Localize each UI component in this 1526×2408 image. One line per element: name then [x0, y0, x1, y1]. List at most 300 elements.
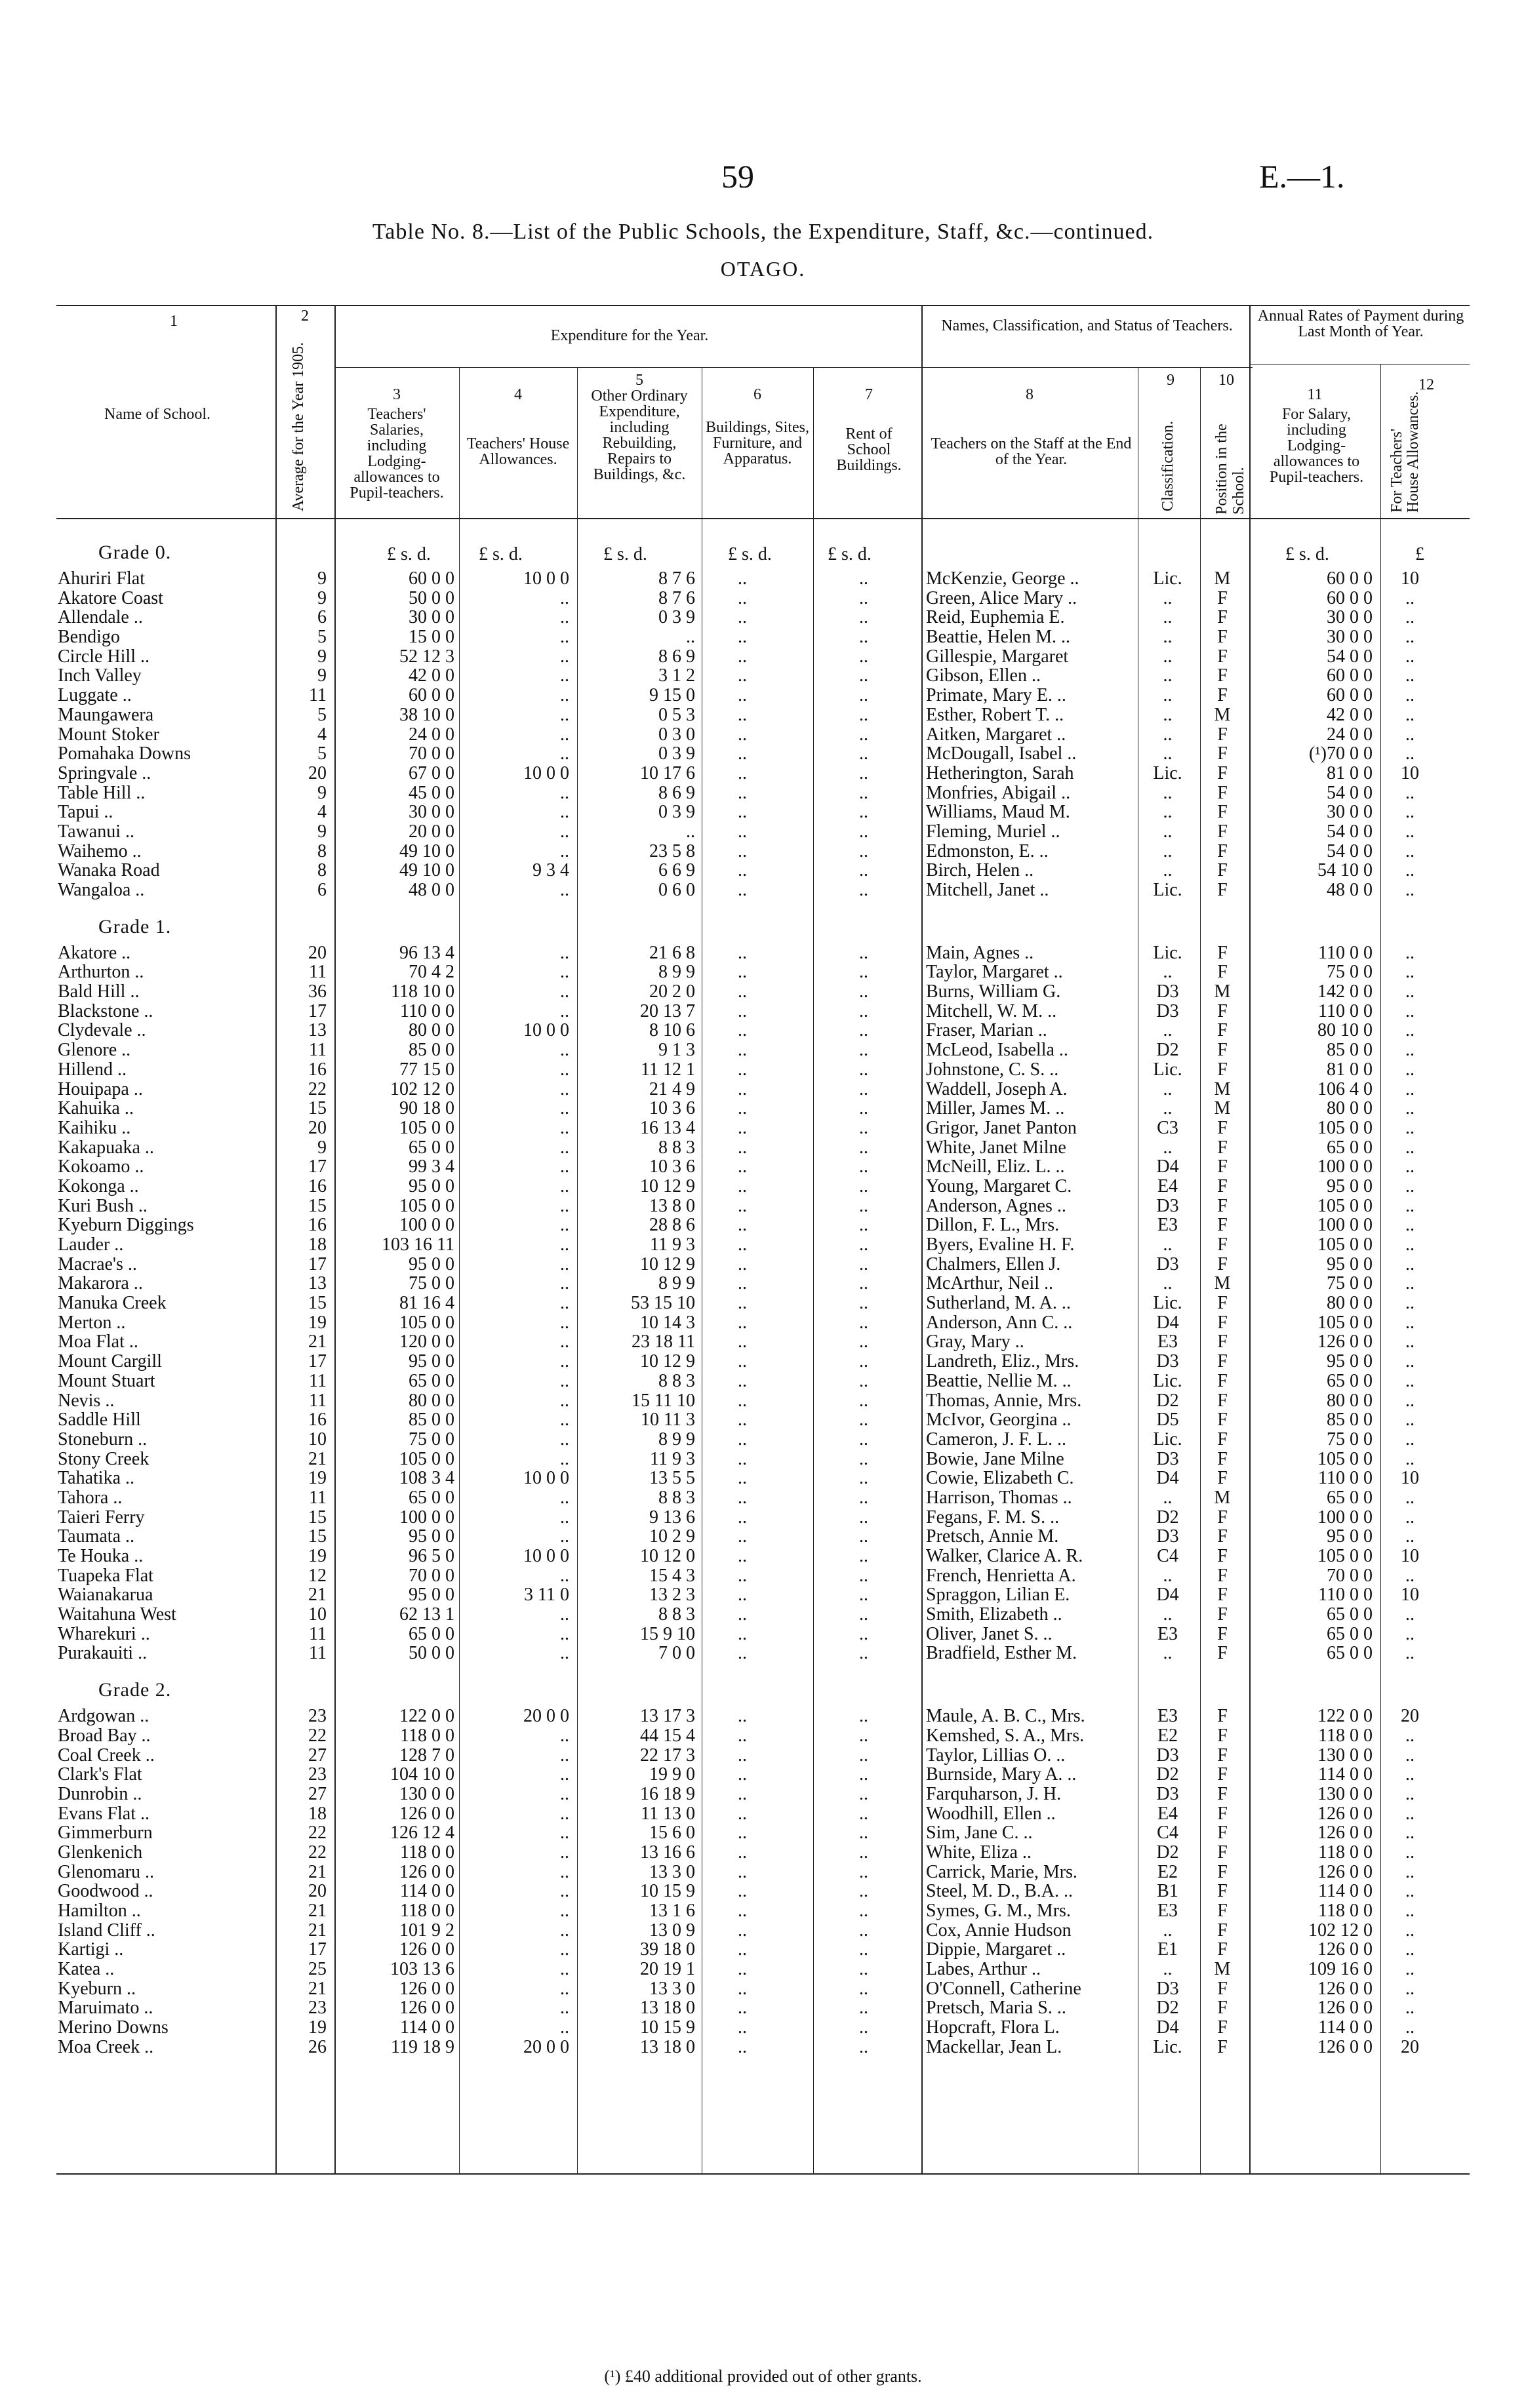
buildings-expenditure: .. — [738, 1725, 747, 1746]
buildings-expenditure: .. — [738, 782, 747, 803]
classification: D3 — [1156, 1745, 1179, 1766]
teachers-salaries: 95 0 0 — [409, 1175, 454, 1196]
house-allowance-rate: .. — [1405, 1410, 1415, 1431]
other-expenditure: 11 9 3 — [650, 1448, 695, 1469]
average-attendance: 9 — [317, 821, 327, 842]
house-allowances: .. — [560, 981, 569, 1002]
classification: D4 — [1156, 1468, 1179, 1489]
position: M — [1214, 1273, 1231, 1294]
rent: .. — [859, 762, 868, 783]
buildings-expenditure: .. — [738, 1706, 747, 1727]
teacher-name: Reid, Euphemia E. — [926, 607, 1065, 628]
house-allowance-rate: .. — [1405, 1370, 1415, 1391]
average-attendance: 6 — [317, 880, 327, 900]
house-allowances: .. — [560, 1370, 569, 1391]
school-name: Wanaka Road — [58, 860, 160, 881]
teacher-name: Mitchell, Janet .. — [926, 880, 1049, 900]
average-attendance: 17 — [308, 1939, 327, 1960]
house-allowance-rate: .. — [1405, 981, 1415, 1002]
house-allowances: .. — [560, 942, 569, 963]
classification: .. — [1163, 685, 1173, 706]
average-attendance: 18 — [308, 1803, 327, 1824]
position: F — [1217, 607, 1228, 628]
classification: .. — [1163, 1078, 1173, 1099]
teacher-name: Oliver, Janet S. .. — [926, 1623, 1053, 1644]
house-allowances: .. — [560, 1978, 569, 1999]
teachers-salaries: 48 0 0 — [409, 880, 454, 900]
teacher-name: Young, Margaret C. — [926, 1175, 1072, 1196]
classification: .. — [1163, 704, 1173, 725]
house-allowances: .. — [560, 2017, 569, 2038]
position: F — [1217, 1901, 1228, 1921]
classification: Lic. — [1153, 762, 1182, 783]
teachers-salaries: 60 0 0 — [409, 685, 454, 706]
section-code: E.—1. — [1259, 158, 1345, 195]
house-allowance-rate: .. — [1405, 1332, 1415, 1352]
currency-units: £ s. d. — [603, 544, 647, 564]
other-expenditure: 16 13 4 — [640, 1117, 695, 1138]
classification: D4 — [1156, 2017, 1179, 2038]
house-allowances: .. — [560, 1273, 569, 1294]
rent: .. — [859, 802, 868, 823]
teachers-salaries: 52 12 3 — [399, 646, 454, 667]
classification: .. — [1163, 1234, 1173, 1255]
teacher-name: Birch, Helen .. — [926, 860, 1034, 881]
classification: .. — [1163, 782, 1173, 803]
house-allowances: .. — [560, 802, 569, 823]
teachers-salaries: 30 0 0 — [409, 607, 454, 628]
classification: E1 — [1157, 1939, 1178, 1960]
other-expenditure: 13 1 6 — [649, 1901, 695, 1921]
buildings-expenditure: .. — [738, 704, 747, 725]
table-row — [0, 764, 1526, 783]
house-allowance-rate: .. — [1405, 1842, 1415, 1863]
school-name: Mount Stoker — [58, 724, 159, 745]
other-expenditure: 21 6 8 — [649, 942, 695, 963]
salary-rate: 126 0 0 — [1317, 1998, 1373, 2019]
buildings-expenditure: .. — [738, 1842, 747, 1863]
position: F — [1217, 802, 1228, 823]
teacher-name: Farquharson, J. H. — [926, 1783, 1062, 1804]
school-name: Clark's Flat — [58, 1764, 142, 1785]
table-row — [0, 666, 1526, 686]
house-allowance-rate: .. — [1405, 1526, 1415, 1547]
teacher-name: Main, Agnes .. — [926, 942, 1034, 963]
classification: E3 — [1157, 1623, 1178, 1644]
other-expenditure: 8 6 9 — [658, 646, 695, 667]
school-name: Glenomaru .. — [58, 1861, 154, 1882]
school-name: Purakauiti .. — [58, 1643, 148, 1664]
rent: .. — [859, 1273, 868, 1294]
salary-rate: 70 0 0 — [1327, 1565, 1373, 1586]
house-allowance-rate: .. — [1405, 1939, 1415, 1960]
average-attendance: 16 — [308, 1059, 327, 1080]
table-row — [0, 1255, 1526, 1274]
buildings-expenditure: .. — [738, 1117, 747, 1138]
school-name: Stoneburn .. — [58, 1429, 148, 1450]
other-expenditure: 10 15 9 — [640, 2017, 695, 2038]
house-allowance-rate: .. — [1405, 1390, 1415, 1411]
salary-rate: 100 0 0 — [1317, 1507, 1373, 1528]
teacher-name: Sutherland, M. A. .. — [926, 1293, 1071, 1314]
rent: .. — [859, 1725, 868, 1746]
house-allowances: .. — [560, 1920, 569, 1941]
salary-rate: 100 0 0 — [1317, 1156, 1373, 1177]
salary-rate: 75 0 0 — [1327, 1429, 1373, 1450]
other-expenditure: 11 9 3 — [650, 1234, 695, 1255]
house-allowances: .. — [560, 627, 569, 648]
house-allowance-rate: 10 — [1401, 1468, 1419, 1489]
average-attendance: 12 — [308, 1565, 327, 1586]
other-expenditure: 8 9 9 — [658, 1273, 695, 1294]
buildings-expenditure: .. — [738, 1000, 747, 1021]
table-row — [0, 1215, 1526, 1235]
house-allowances: 20 0 0 — [523, 1706, 569, 1727]
position: F — [1217, 1585, 1228, 1606]
other-expenditure: .. — [686, 821, 695, 842]
salary-rate: 48 0 0 — [1327, 880, 1373, 900]
average-attendance: 16 — [308, 1410, 327, 1431]
header-top-rule — [56, 305, 1470, 306]
table-row — [0, 686, 1526, 705]
teachers-salaries: 90 18 0 — [399, 1098, 454, 1119]
position: F — [1217, 1059, 1228, 1080]
teachers-salaries: 118 0 0 — [400, 1901, 454, 1921]
buildings-expenditure: .. — [738, 1215, 747, 1236]
salary-rate: 126 0 0 — [1317, 1823, 1373, 1844]
teacher-name: Harrison, Thomas .. — [926, 1487, 1072, 1508]
salary-rate: 110 0 0 — [1318, 1585, 1373, 1606]
buildings-expenditure: .. — [738, 1059, 747, 1080]
col8-number: 8 — [1026, 386, 1034, 403]
school-name: Kahuika .. — [58, 1098, 134, 1119]
classification: .. — [1163, 724, 1173, 745]
classification: .. — [1163, 743, 1173, 764]
table-row — [0, 1707, 1526, 1726]
average-attendance: 15 — [308, 1526, 327, 1547]
salary-rate: 54 0 0 — [1327, 646, 1373, 667]
position: F — [1217, 1020, 1228, 1041]
house-allowance-rate: .. — [1405, 1078, 1415, 1099]
position: F — [1217, 1803, 1228, 1824]
classification: .. — [1163, 1604, 1173, 1625]
average-attendance: 15 — [308, 1098, 327, 1119]
position: F — [1217, 1978, 1228, 1999]
classification: C4 — [1157, 1546, 1178, 1566]
house-allowance-rate: .. — [1405, 1000, 1415, 1021]
house-allowance-rate: 10 — [1401, 568, 1419, 589]
salary-rate: 126 0 0 — [1317, 1803, 1373, 1824]
other-expenditure: 23 18 11 — [632, 1332, 695, 1352]
classification: D2 — [1156, 1842, 1179, 1863]
average-attendance: 13 — [308, 1020, 327, 1041]
school-name: Gimmerburn — [58, 1823, 153, 1844]
table-row — [0, 1726, 1526, 1746]
table-row — [0, 783, 1526, 803]
col3-number: 3 — [393, 386, 401, 403]
house-allowances: .. — [560, 1861, 569, 1882]
rent: .. — [859, 1040, 868, 1061]
rent: .. — [859, 704, 868, 725]
classification: E2 — [1157, 1725, 1178, 1746]
house-allowance-rate: .. — [1405, 743, 1415, 764]
table-row — [0, 1372, 1526, 1391]
table-row — [0, 1804, 1526, 1824]
teachers-salaries: 15 0 0 — [409, 627, 454, 648]
teachers-salaries: 80 0 0 — [409, 1390, 454, 1411]
salary-rate: 65 0 0 — [1327, 1623, 1373, 1644]
house-allowances: .. — [560, 1351, 569, 1372]
rent: .. — [859, 1020, 868, 1041]
rent: .. — [859, 1823, 868, 1844]
other-expenditure: 19 9 0 — [649, 1764, 695, 1785]
classification: .. — [1163, 646, 1173, 667]
other-expenditure: 20 2 0 — [649, 981, 695, 1002]
rent: .. — [859, 627, 868, 648]
buildings-expenditure: .. — [738, 1881, 747, 1902]
position: F — [1217, 1842, 1228, 1863]
salary-rate: 75 0 0 — [1327, 1273, 1373, 1294]
position: F — [1217, 1175, 1228, 1196]
average-attendance: 15 — [308, 1507, 327, 1528]
col10-header: Position in the School. — [1213, 424, 1247, 515]
average-attendance: 16 — [308, 1175, 327, 1196]
buildings-expenditure: .. — [738, 1098, 747, 1119]
classification: D3 — [1156, 1000, 1179, 1021]
position: F — [1217, 1253, 1228, 1274]
position: F — [1217, 1823, 1228, 1844]
other-expenditure: 0 3 9 — [658, 802, 695, 823]
footnote: (¹) £40 additional provided out of other grants. — [604, 2367, 922, 2386]
house-allowances: .. — [560, 1429, 569, 1450]
classification: Lic. — [1153, 1429, 1182, 1450]
teacher-name: Fleming, Muriel .. — [926, 821, 1060, 842]
teacher-name: Burns, William G. — [926, 981, 1061, 1002]
teacher-name: Beattie, Helen M. .. — [926, 627, 1071, 648]
rent: .. — [859, 1526, 868, 1547]
classification: D4 — [1156, 1156, 1179, 1177]
teachers-salaries: 126 0 0 — [399, 1978, 454, 1999]
salary-rate: 142 0 0 — [1317, 981, 1373, 1002]
classification: E3 — [1157, 1901, 1178, 1921]
other-expenditure: 20 13 7 — [640, 1000, 695, 1021]
position: F — [1217, 1881, 1228, 1902]
rent: .. — [859, 1390, 868, 1411]
buildings-expenditure: .. — [738, 646, 747, 667]
rent: .. — [859, 1215, 868, 1236]
school-name: Wangaloa .. — [58, 880, 145, 900]
currency-units: £ s. d. — [828, 544, 872, 564]
house-allowances: 10 0 0 — [523, 568, 569, 589]
classification: E3 — [1157, 1215, 1178, 1236]
teachers-salaries: 65 0 0 — [409, 1137, 454, 1158]
other-expenditure: 9 15 0 — [649, 685, 695, 706]
other-expenditure: 8 10 6 — [649, 1020, 695, 1041]
teacher-name: White, Janet Milne — [926, 1137, 1066, 1158]
teacher-name: Hetherington, Sarah — [926, 762, 1074, 783]
other-expenditure: 21 4 9 — [649, 1078, 695, 1099]
teacher-name: Walker, Clarice A. R. — [926, 1546, 1083, 1566]
salary-rate: 24 0 0 — [1327, 724, 1373, 745]
house-allowance-rate: .. — [1405, 627, 1415, 648]
salary-rate: 106 4 0 — [1317, 1078, 1373, 1099]
currency-units: £ s. d. — [728, 544, 772, 564]
other-expenditure: 10 14 3 — [640, 1312, 695, 1333]
house-allowances: .. — [560, 880, 569, 900]
average-attendance: 9 — [317, 1137, 327, 1158]
table-row — [0, 1746, 1526, 1766]
buildings-expenditure: .. — [738, 1332, 747, 1352]
school-name: Waihemo .. — [58, 840, 142, 861]
teacher-name: Fraser, Marian .. — [926, 1020, 1047, 1041]
school-name: Mount Cargill — [58, 1351, 162, 1372]
house-allowances: .. — [560, 1156, 569, 1177]
average-attendance: 9 — [317, 568, 327, 589]
teacher-name: Sim, Jane C. .. — [926, 1823, 1033, 1844]
buildings-expenditure: .. — [738, 1585, 747, 1606]
classification: Lic. — [1153, 880, 1182, 900]
house-allowances: 10 0 0 — [523, 1020, 569, 1041]
buildings-expenditure: .. — [738, 1939, 747, 1960]
rent: .. — [859, 1604, 868, 1625]
house-allowances: .. — [560, 1078, 569, 1099]
expenditure-rule — [334, 367, 925, 368]
rent: .. — [859, 1098, 868, 1119]
teachers-salaries: 75 0 0 — [409, 1429, 454, 1450]
other-expenditure: 8 9 9 — [658, 1429, 695, 1450]
school-name: Kyeburn .. — [58, 1978, 136, 1999]
position: M — [1214, 1959, 1231, 1980]
average-attendance: 10 — [308, 1429, 327, 1450]
school-name: Pomahaka Downs — [58, 743, 191, 764]
teacher-name: Taylor, Margaret .. — [926, 962, 1063, 983]
teachers-salaries: 77 15 0 — [399, 1059, 454, 1080]
position: F — [1217, 1332, 1228, 1352]
teachers-salaries: 108 3 4 — [399, 1468, 454, 1489]
average-attendance: 5 — [317, 743, 327, 764]
average-attendance: 22 — [308, 1842, 327, 1863]
classification: .. — [1163, 1565, 1173, 1586]
table-row — [0, 1469, 1526, 1488]
position: F — [1217, 1234, 1228, 1255]
other-expenditure: 8 8 3 — [658, 1370, 695, 1391]
house-allowance-rate: .. — [1405, 1293, 1415, 1314]
position: F — [1217, 1725, 1228, 1746]
average-attendance: 27 — [308, 1745, 327, 1766]
house-allowance-rate: .. — [1405, 1195, 1415, 1216]
average-attendance: 21 — [308, 1332, 327, 1352]
house-allowances: .. — [560, 962, 569, 983]
house-allowances: .. — [560, 1901, 569, 1921]
teacher-name: Maule, A. B. C., Mrs. — [926, 1706, 1085, 1727]
house-allowance-rate: .. — [1405, 704, 1415, 725]
col12-number: 12 — [1418, 376, 1434, 393]
position: F — [1217, 1643, 1228, 1664]
rent: .. — [859, 724, 868, 745]
buildings-expenditure: .. — [738, 1351, 747, 1372]
salary-rate: 126 0 0 — [1317, 2036, 1373, 2057]
teachers-salaries: 50 0 0 — [409, 1643, 454, 1664]
rent: .. — [859, 840, 868, 861]
rent: .. — [859, 1565, 868, 1586]
house-allowances: .. — [560, 1881, 569, 1902]
teacher-name: Monfries, Abigail .. — [926, 782, 1071, 803]
buildings-expenditure: .. — [738, 1312, 747, 1333]
average-attendance: 18 — [308, 1234, 327, 1255]
rent: .. — [859, 1078, 868, 1099]
table-row — [0, 1785, 1526, 1804]
salary-rate: 95 0 0 — [1327, 1175, 1373, 1196]
other-expenditure: 13 18 0 — [640, 1998, 695, 2019]
table-title: Table No. 8.—List of the Public Schools, the Expenditure, Staff, &c.—continued. — [372, 220, 1154, 244]
position: F — [1217, 1117, 1228, 1138]
other-expenditure: 10 12 9 — [640, 1253, 695, 1274]
teacher-name: Woodhill, Ellen .. — [926, 1803, 1056, 1824]
teachers-salaries: 70 4 2 — [409, 962, 454, 983]
position: F — [1217, 1410, 1228, 1431]
other-expenditure: 0 5 3 — [658, 704, 695, 725]
teachers-salaries: 102 12 0 — [390, 1078, 454, 1099]
teachers-salaries: 95 0 0 — [409, 1526, 454, 1547]
position: F — [1217, 2036, 1228, 2057]
position: F — [1217, 962, 1228, 983]
classification: D2 — [1156, 1390, 1179, 1411]
teacher-name: Gillespie, Margaret — [926, 646, 1069, 667]
average-attendance: 11 — [309, 1040, 327, 1061]
school-name: Mount Stuart — [58, 1370, 155, 1391]
house-allowances: .. — [560, 1253, 569, 1274]
average-attendance: 11 — [309, 685, 327, 706]
school-name: Broad Bay .. — [58, 1725, 151, 1746]
position: F — [1217, 1156, 1228, 1177]
house-allowances: .. — [560, 1312, 569, 1333]
salary-rate: 105 0 0 — [1317, 1117, 1373, 1138]
position: F — [1217, 782, 1228, 803]
col5-header: Other Ordinary Expenditure, including Rebuilding, Repairs to Buildings, &c. — [591, 387, 688, 483]
house-allowance-rate: 20 — [1401, 1706, 1419, 1727]
buildings-expenditure: .. — [738, 802, 747, 823]
school-name: Merton .. — [58, 1312, 126, 1333]
average-attendance: 21 — [308, 1861, 327, 1882]
buildings-expenditure: .. — [738, 1565, 747, 1586]
average-attendance: 11 — [309, 1370, 327, 1391]
salary-rate: 122 0 0 — [1317, 1706, 1373, 1727]
other-expenditure: 10 3 6 — [649, 1156, 695, 1177]
other-expenditure: 10 12 9 — [640, 1175, 695, 1196]
average-attendance: 11 — [309, 962, 327, 983]
teacher-name: Byers, Evaline H. F. — [926, 1234, 1075, 1255]
house-allowances: .. — [560, 1783, 569, 1804]
teachers-salaries: 122 0 0 — [399, 1706, 454, 1727]
other-expenditure: 10 2 9 — [649, 1526, 695, 1547]
other-expenditure: 15 11 10 — [632, 1390, 695, 1411]
classification: .. — [1163, 821, 1173, 842]
position: M — [1214, 1078, 1231, 1099]
school-name: Bendigo — [58, 627, 120, 648]
salary-rate: 54 0 0 — [1327, 821, 1373, 842]
house-allowance-rate: .. — [1405, 782, 1415, 803]
rent: .. — [859, 1370, 868, 1391]
teacher-name: Beattie, Nellie M. .. — [926, 1370, 1072, 1391]
position: F — [1217, 685, 1228, 706]
table-row — [0, 861, 1526, 880]
school-name: Dunrobin .. — [58, 1783, 142, 1804]
buildings-expenditure: .. — [738, 821, 747, 842]
table-row — [0, 1118, 1526, 1138]
rent: .. — [859, 1487, 868, 1508]
school-name: Evans Flat .. — [58, 1803, 150, 1824]
average-attendance: 17 — [308, 1156, 327, 1177]
